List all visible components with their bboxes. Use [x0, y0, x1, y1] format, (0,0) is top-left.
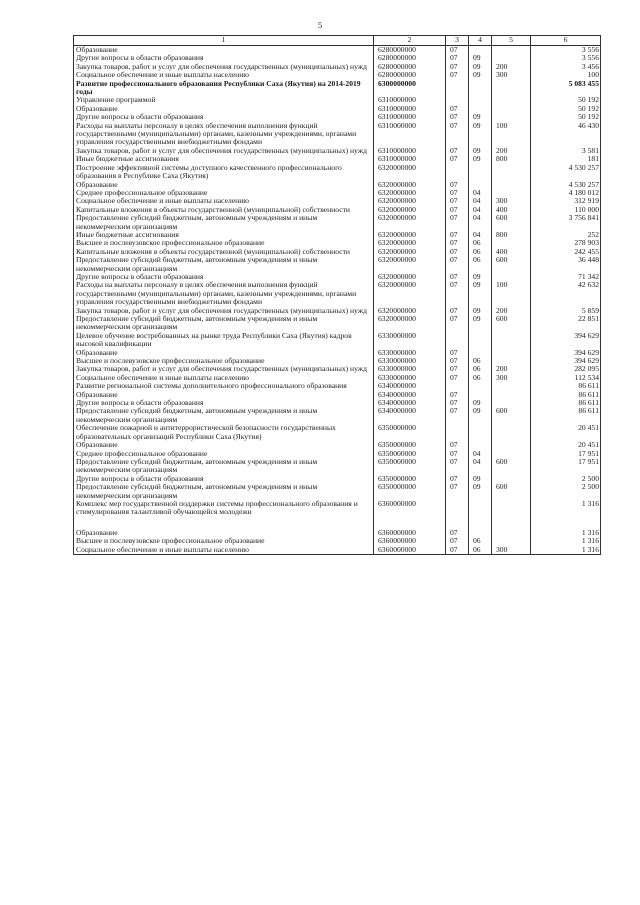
row-subsection: 09 — [469, 281, 492, 306]
row-target-code: 6340000000 — [374, 382, 446, 390]
row-name: Построение эффективной системы доступного качественного профессионального образования в Республике Саха (Якутия) — [74, 164, 374, 181]
row-expense-type: 400 — [492, 206, 531, 214]
row-amount: 100 — [531, 71, 601, 79]
table-body — [74, 46, 601, 555]
row-section: 07 — [446, 315, 469, 332]
row-target-code: 6320000000 — [374, 206, 446, 214]
row-target-code: 6310000000 — [374, 147, 446, 155]
row-section: 07 — [446, 441, 469, 449]
row-amount: 3 756 841 — [531, 214, 601, 231]
row-section: 07 — [446, 214, 469, 231]
row-expense-type: 600 — [492, 483, 531, 500]
row-section: 07 — [446, 529, 469, 537]
row-subsection — [469, 164, 492, 181]
row-expense-type: 200 — [492, 365, 531, 373]
row-target-code: 6350000000 — [374, 483, 446, 500]
row-name: Среднее профессиональное образование — [74, 450, 374, 458]
row-expense-type: 600 — [492, 256, 531, 273]
table-row — [74, 332, 601, 349]
row-subsection — [469, 332, 492, 349]
row-name: Образование — [74, 46, 374, 55]
table-row — [74, 122, 601, 147]
row-name: Обеспечение пожарной и антитеррористической безопасности государственных образовательных организаций Республики Саха (Якутия) — [74, 424, 374, 441]
row-name: Другие вопросы в области образования — [74, 475, 374, 483]
row-expense-type — [492, 332, 531, 349]
table-row — [74, 382, 601, 390]
row-expense-type — [492, 441, 531, 449]
row-expense-type — [492, 529, 531, 537]
row-amount: 2 500 — [531, 483, 601, 500]
row-section: 07 — [446, 349, 469, 357]
row-target-code: 6360000000 — [374, 500, 446, 529]
row-amount: 181 — [531, 155, 601, 163]
row-subsection: 04 — [469, 206, 492, 214]
row-target-code: 6320000000 — [374, 214, 446, 231]
row-section — [446, 424, 469, 441]
row-name: Расходы на выплаты персоналу в целях обеспечения выполнения функций государственными (муниципальными) органами, казенными учреждениями, органами управления государственными внебюджетными фондами — [74, 122, 374, 147]
row-target-code: 6350000000 — [374, 475, 446, 483]
row-subsection: 06 — [469, 248, 492, 256]
table-row — [74, 281, 601, 306]
row-target-code: 6320000000 — [374, 231, 446, 239]
row-expense-type — [492, 500, 531, 529]
page-number: 5 — [317, 20, 323, 30]
row-subsection: 04 — [469, 197, 492, 205]
row-section: 07 — [446, 181, 469, 189]
row-amount: 5 859 — [531, 307, 601, 315]
row-subsection: 06 — [469, 537, 492, 545]
row-amount: 17 951 — [531, 458, 601, 475]
row-target-code: 6280000000 — [374, 71, 446, 79]
row-section: 07 — [446, 357, 469, 365]
row-section: 07 — [446, 189, 469, 197]
row-amount: 4 530 257 — [531, 181, 601, 189]
row-section: 07 — [446, 248, 469, 256]
row-section: 07 — [446, 206, 469, 214]
row-name: Предоставление субсидий бюджетным, автономным учреждениям и иным некоммерческим организациям — [74, 483, 374, 500]
row-amount: 46 430 — [531, 122, 601, 147]
row-section — [446, 500, 469, 529]
header-col-2: 2 — [374, 36, 446, 46]
row-target-code: 6320000000 — [374, 281, 446, 306]
row-name: Образование — [74, 391, 374, 399]
row-section: 07 — [446, 105, 469, 113]
row-name: Предоставление субсидий бюджетным, автономным учреждениям и иным некоммерческим организациям — [74, 407, 374, 424]
row-expense-type: 300 — [492, 71, 531, 79]
row-target-code: 6320000000 — [374, 248, 446, 256]
row-target-code: 6330000000 — [374, 357, 446, 365]
row-target-code: 6320000000 — [374, 239, 446, 247]
row-target-code: 6320000000 — [374, 307, 446, 315]
row-subsection: 09 — [469, 63, 492, 71]
row-expense-type — [492, 46, 531, 55]
row-subsection — [469, 80, 492, 97]
table-row — [74, 315, 601, 332]
header-col-6: 6 — [531, 36, 601, 46]
row-section: 07 — [446, 71, 469, 79]
table-row — [74, 500, 601, 529]
row-name: Предоставление субсидий бюджетным, автономным учреждениям и иным некоммерческим организациям — [74, 256, 374, 273]
row-amount: 5 083 455 — [531, 80, 601, 97]
row-subsection: 09 — [469, 122, 492, 147]
row-amount: 50 192 — [531, 96, 601, 104]
row-name: Образование — [74, 349, 374, 357]
row-section: 07 — [446, 239, 469, 247]
row-expense-type: 800 — [492, 231, 531, 239]
row-amount: 4 180 012 — [531, 189, 601, 197]
row-name: Развитие региональной системы дополнительного профессионального образования — [74, 382, 374, 390]
row-target-code: 6330000000 — [374, 365, 446, 373]
row-amount: 36 448 — [531, 256, 601, 273]
table-row — [74, 458, 601, 475]
row-expense-type: 100 — [492, 122, 531, 147]
row-amount: 20 451 — [531, 441, 601, 449]
row-amount: 17 951 — [531, 450, 601, 458]
row-amount: 312 919 — [531, 197, 601, 205]
row-section: 07 — [446, 256, 469, 273]
row-target-code: 6320000000 — [374, 315, 446, 332]
row-subsection — [469, 500, 492, 529]
row-section: 07 — [446, 458, 469, 475]
row-name: Закупка товаров, работ и услуг для обеспечения государственных (муниципальных) нужд — [74, 63, 374, 71]
row-target-code: 6350000000 — [374, 450, 446, 458]
row-name: Расходы на выплаты персоналу в целях обеспечения выполнения функций государственными (муниципальными) органами, казенными учреждениями, органами управления государственными внебюджетными фондами — [74, 281, 374, 306]
row-expense-type: 300 — [492, 197, 531, 205]
row-expense-type — [492, 181, 531, 189]
row-section: 07 — [446, 155, 469, 163]
row-amount: 42 632 — [531, 281, 601, 306]
row-subsection: 04 — [469, 189, 492, 197]
row-target-code: 6360000000 — [374, 529, 446, 537]
row-target-code: 6310000000 — [374, 96, 446, 104]
row-target-code: 6330000000 — [374, 332, 446, 349]
budget-table — [73, 35, 601, 555]
row-subsection: 06 — [469, 357, 492, 365]
row-amount: 86 611 — [531, 382, 601, 390]
row-expense-type: 400 — [492, 248, 531, 256]
table-row — [74, 483, 601, 500]
row-target-code: 6340000000 — [374, 391, 446, 399]
row-target-code: 6360000000 — [374, 537, 446, 545]
row-expense-type — [492, 349, 531, 357]
row-subsection: 09 — [469, 113, 492, 121]
row-target-code: 6340000000 — [374, 399, 446, 407]
row-subsection — [469, 424, 492, 441]
row-amount: 3 556 — [531, 54, 601, 62]
row-amount: 3 556 — [531, 46, 601, 55]
row-name: Закупка товаров, работ и услуг для обеспечения государственных (муниципальных) нужд — [74, 365, 374, 373]
table-row — [74, 256, 601, 273]
row-section — [446, 164, 469, 181]
row-amount: 252 — [531, 231, 601, 239]
row-subsection: 09 — [469, 71, 492, 79]
row-subsection: 09 — [469, 273, 492, 281]
row-target-code: 6330000000 — [374, 374, 446, 382]
row-expense-type — [492, 96, 531, 104]
row-amount: 71 342 — [531, 273, 601, 281]
row-expense-type: 200 — [492, 147, 531, 155]
row-expense-type: 300 — [492, 374, 531, 382]
row-target-code: 6320000000 — [374, 181, 446, 189]
row-name: Предоставление субсидий бюджетным, автономным учреждениям и иным некоммерческим организациям — [74, 458, 374, 475]
row-subsection: 06 — [469, 239, 492, 247]
row-amount: 1 316 — [531, 537, 601, 545]
row-section: 07 — [446, 63, 469, 71]
row-subsection: 09 — [469, 475, 492, 483]
row-section: 07 — [446, 483, 469, 500]
row-name: Социальное обеспечение и иные выплаты населению — [74, 197, 374, 205]
row-section: 07 — [446, 147, 469, 155]
row-amount: 394 629 — [531, 332, 601, 349]
row-section: 07 — [446, 475, 469, 483]
row-name: Предоставление субсидий бюджетным, автономным учреждениям и иным некоммерческим организациям — [74, 214, 374, 231]
row-name: Социальное обеспечение и иные выплаты населению — [74, 374, 374, 382]
row-subsection: 04 — [469, 231, 492, 239]
row-target-code: 6340000000 — [374, 407, 446, 424]
row-amount: 282 095 — [531, 365, 601, 373]
row-name: Образование — [74, 181, 374, 189]
row-target-code: 6280000000 — [374, 63, 446, 71]
column-number-header — [74, 36, 601, 46]
row-amount: 86 611 — [531, 391, 601, 399]
row-section: 07 — [446, 307, 469, 315]
row-amount: 1 316 — [531, 529, 601, 537]
row-name: Другие вопросы в области образования — [74, 273, 374, 281]
table-row — [74, 407, 601, 424]
row-name: Другие вопросы в области образования — [74, 113, 374, 121]
row-name: Иные бюджетные ассигнования — [74, 155, 374, 163]
header-col-4: 4 — [469, 36, 492, 46]
row-section: 07 — [446, 231, 469, 239]
row-amount: 50 192 — [531, 105, 601, 113]
row-target-code: 6360000000 — [374, 546, 446, 555]
row-amount: 20 451 — [531, 424, 601, 441]
row-section: 07 — [446, 365, 469, 373]
row-subsection: 04 — [469, 214, 492, 231]
row-amount: 3 581 — [531, 147, 601, 155]
row-expense-type — [492, 105, 531, 113]
table-row — [74, 80, 601, 97]
row-section: 07 — [446, 537, 469, 545]
row-name: Другие вопросы в области образования — [74, 399, 374, 407]
header-col-3: 3 — [446, 36, 469, 46]
row-expense-type — [492, 391, 531, 399]
row-name: Предоставление субсидий бюджетным, автономным учреждениям и иным некоммерческим организациям — [74, 315, 374, 332]
row-target-code: 6320000000 — [374, 256, 446, 273]
row-section: 07 — [446, 281, 469, 306]
row-amount: 86 611 — [531, 407, 601, 424]
row-amount: 394 629 — [531, 357, 601, 365]
row-target-code: 6320000000 — [374, 197, 446, 205]
row-expense-type: 600 — [492, 407, 531, 424]
row-name: Целевое обучение востребованных на рынке труда Республики Саха (Якутия) кадров высокой квалификации — [74, 332, 374, 349]
row-section: 07 — [446, 407, 469, 424]
row-target-code: 6320000000 — [374, 189, 446, 197]
row-target-code: 6350000000 — [374, 441, 446, 449]
table-row — [74, 424, 601, 441]
row-name: Комплекс мер государственной поддержки системы профессионального образования и стимулирования талантливой обучающейся молодежи — [74, 500, 374, 529]
row-name: Высшее и послевузовское профессиональное образование — [74, 357, 374, 365]
row-subsection: 09 — [469, 407, 492, 424]
row-name: Образование — [74, 529, 374, 537]
table-row — [74, 214, 601, 231]
row-expense-type — [492, 424, 531, 441]
row-expense-type — [492, 164, 531, 181]
row-subsection: 09 — [469, 483, 492, 500]
row-target-code: 6280000000 — [374, 54, 446, 62]
row-subsection: 04 — [469, 458, 492, 475]
row-target-code: 6320000000 — [374, 273, 446, 281]
row-subsection: 09 — [469, 54, 492, 62]
row-target-code: 6350000000 — [374, 424, 446, 441]
row-name: Капитальные вложения в объекты государственной (муниципальной) собственности — [74, 248, 374, 256]
row-subsection: 06 — [469, 365, 492, 373]
row-expense-type: 600 — [492, 214, 531, 231]
row-expense-type: 100 — [492, 281, 531, 306]
row-amount: 22 851 — [531, 315, 601, 332]
row-subsection: 09 — [469, 399, 492, 407]
row-section: 07 — [446, 113, 469, 121]
row-subsection: 09 — [469, 307, 492, 315]
row-amount: 1 316 — [531, 500, 601, 529]
row-name: Образование — [74, 441, 374, 449]
row-amount: 242 455 — [531, 248, 601, 256]
row-amount: 50 192 — [531, 113, 601, 121]
row-amount: 394 629 — [531, 349, 601, 357]
row-target-code: 6350000000 — [374, 458, 446, 475]
row-section: 07 — [446, 122, 469, 147]
row-expense-type — [492, 382, 531, 390]
row-target-code: 6300000000 — [374, 80, 446, 97]
row-section: 07 — [446, 391, 469, 399]
row-name: Образование — [74, 105, 374, 113]
row-subsection: 06 — [469, 256, 492, 273]
row-subsection: 06 — [469, 546, 492, 555]
row-subsection: 09 — [469, 155, 492, 163]
row-amount: 3 456 — [531, 63, 601, 71]
row-target-code: 6310000000 — [374, 105, 446, 113]
row-subsection — [469, 96, 492, 104]
table-row — [74, 164, 601, 181]
row-amount: 278 903 — [531, 239, 601, 247]
row-name: Высшее и послевузовское профессиональное образование — [74, 239, 374, 247]
header-col-5: 5 — [492, 36, 531, 46]
row-name: Развитие профессионального образования Республики Саха (Якутия) на 2014-2019 годы — [74, 80, 374, 97]
table-row — [74, 546, 601, 555]
row-section: 07 — [446, 46, 469, 55]
row-section: 07 — [446, 450, 469, 458]
row-expense-type: 600 — [492, 315, 531, 332]
row-subsection — [469, 382, 492, 390]
row-name: Социальное обеспечение и иные выплаты населению — [74, 546, 374, 555]
header-col-1: 1 — [74, 36, 374, 46]
row-target-code: 6280000000 — [374, 46, 446, 55]
row-subsection: 06 — [469, 374, 492, 382]
row-amount: 112 534 — [531, 374, 601, 382]
row-expense-type: 600 — [492, 458, 531, 475]
row-subsection: 09 — [469, 315, 492, 332]
row-amount: 1 316 — [531, 546, 601, 555]
row-name: Закупка товаров, работ и услуг для обеспечения государственных (муниципальных) нужд — [74, 147, 374, 155]
row-name: Другие вопросы в области образования — [74, 54, 374, 62]
row-target-code: 6310000000 — [374, 155, 446, 163]
row-expense-type: 200 — [492, 307, 531, 315]
row-section — [446, 80, 469, 97]
row-subsection: 04 — [469, 450, 492, 458]
row-expense-type: 200 — [492, 63, 531, 71]
row-amount: 4 530 257 — [531, 164, 601, 181]
row-amount: 110 000 — [531, 206, 601, 214]
table-row — [74, 96, 601, 104]
row-expense-type: 800 — [492, 155, 531, 163]
row-name: Капитальные вложения в объекты государственной (муниципальной) собственности — [74, 206, 374, 214]
row-section: 07 — [446, 197, 469, 205]
row-section: 07 — [446, 374, 469, 382]
row-name: Иные бюджетные ассигнования — [74, 231, 374, 239]
row-name: Среднее профессиональное образование — [74, 189, 374, 197]
row-target-code: 6330000000 — [374, 349, 446, 357]
row-expense-type: 300 — [492, 546, 531, 555]
row-name: Закупка товаров, работ и услуг для обеспечения государственных (муниципальных) нужд — [74, 307, 374, 315]
row-target-code: 6310000000 — [374, 113, 446, 121]
row-name: Высшее и послевузовское профессиональное образование — [74, 537, 374, 545]
row-section: 07 — [446, 54, 469, 62]
row-amount: 2 500 — [531, 475, 601, 483]
row-section: 07 — [446, 546, 469, 555]
row-name: Социальное обеспечение и иные выплаты населению — [74, 71, 374, 79]
row-subsection: 09 — [469, 147, 492, 155]
row-expense-type — [492, 80, 531, 97]
row-section — [446, 332, 469, 349]
row-amount: 86 611 — [531, 399, 601, 407]
row-target-code: 6320000000 — [374, 164, 446, 181]
row-name: Управление программой — [74, 96, 374, 104]
row-target-code: 6310000000 — [374, 122, 446, 147]
row-section: 07 — [446, 273, 469, 281]
row-section: 07 — [446, 399, 469, 407]
